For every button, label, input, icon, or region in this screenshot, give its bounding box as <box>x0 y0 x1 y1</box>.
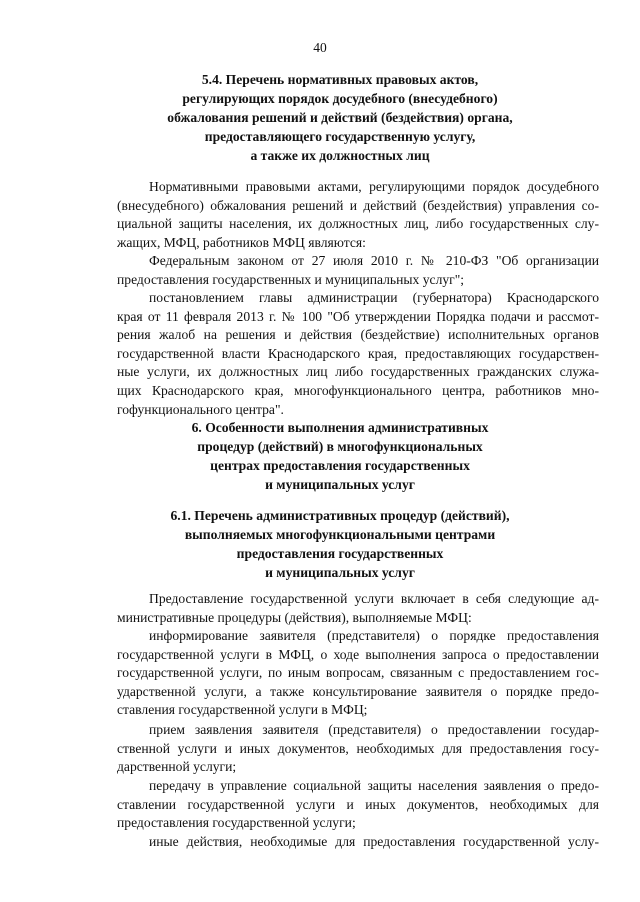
text-line: гофункционального центра". <box>117 401 284 417</box>
text-line: щих Краснодарского края, многофункционального центра, работников мно- <box>117 382 599 398</box>
text-line: жащих, МФЦ, работников МФЦ являются: <box>117 234 366 250</box>
text-line: Федеральным законом от 27 июля 2010 г. № 210-ФЗ "Об организации <box>149 253 599 268</box>
text-line: иные действия, необходимые для предоставления государственной услу- <box>149 834 599 849</box>
heading-line: выполняемых многофункциональными центрами <box>184 527 496 542</box>
text-line: Нормативными правовыми актами, регулирующими порядок досудебного <box>149 179 599 194</box>
text-line: ственной услуги и иных документов, необходимых для предоставления госу- <box>117 740 599 756</box>
text-line: постановлением главы администрации (губернатора) Краснодарского <box>149 290 599 305</box>
heading-line: регулирующих порядок досудебного (внесудебного) <box>182 91 498 106</box>
paragraph <box>117 252 599 289</box>
heading-line: 5.4. Перечень нормативных правовых актов, <box>201 72 479 87</box>
paragraph <box>117 178 599 252</box>
paragraph <box>117 721 599 777</box>
heading-line: и муниципальных услуг <box>265 565 415 580</box>
text-line: информирование заявителя (представителя) о порядке предоставления <box>149 628 599 643</box>
text-line: ставлении государственной услуги и иных документов, необходимых для <box>117 796 599 812</box>
section-heading-5-4 <box>100 70 580 165</box>
paragraph <box>117 590 599 627</box>
heading-line: 6.1. Перечень административных процедур (действий), <box>170 508 510 523</box>
text-line: предоставления государственной услуги; <box>117 815 356 831</box>
text-line: Предоставление государственной услуги включает в себя следующие ад- <box>149 591 599 606</box>
text-line: циальной защиты населения, их должностных лиц, либо государственных слу- <box>117 216 599 232</box>
text-line: предоставления государственных и муниципальных услуг"; <box>117 271 465 287</box>
text-line: государственной услуги в МФЦ, о ходе выполнения запроса о предоставлении <box>117 646 599 662</box>
heading-line: процедур (действий) в многофункциональных <box>197 439 483 454</box>
text-line: государственной услуги, по иным вопросам, связанным с предоставлением гос- <box>117 665 599 681</box>
heading-line: а также их должностных лиц <box>250 148 430 163</box>
text-line: государственной власти Краснодарского края, предоставляющих государствен- <box>117 345 599 361</box>
paragraph <box>117 833 599 852</box>
heading-line: центрах предоставления государственных <box>210 458 470 473</box>
heading-line: предоставляющего государственную услугу, <box>204 129 476 144</box>
section-heading-6 <box>100 418 580 494</box>
text-line: ные услуги, их должностных лиц либо государственных гражданских служа- <box>117 364 599 380</box>
paragraph <box>117 627 599 720</box>
text-line: прием заявления заявителя (представителя) о предоставлении государ- <box>149 722 599 737</box>
paragraph <box>117 777 599 833</box>
heading-line: 6. Особенности выполнения административных <box>191 420 489 435</box>
text-line: (внесудебного) обжалования решений и действий (бездействия) управления со- <box>117 197 599 213</box>
text-line: края от 11 февраля 2013 г. № 100 "Об утверждении Порядка подачи и рассмот- <box>117 308 599 324</box>
heading-line: обжалования решений и действий (бездействия) органа, <box>167 110 513 125</box>
text-line: министративные процедуры (действия), выполняемые МФЦ: <box>117 609 472 625</box>
text-line: передачу в управление социальной защиты населения заявления о предо- <box>149 778 599 793</box>
text-line: ставления государственной услуги в МФЦ; <box>117 702 368 718</box>
text-line: рения жалоб на решения и действия (бездействие) исполнительных органов <box>117 327 599 343</box>
paragraph <box>117 289 599 419</box>
text-line: ударственной услуги, а также консультирование заявителя о порядке предо- <box>117 683 599 699</box>
heading-line: и муниципальных услуг <box>265 477 415 492</box>
section-heading-6-1 <box>100 506 580 582</box>
text-line: дарственной услуги; <box>117 759 237 775</box>
page-number: 40 <box>313 40 327 55</box>
heading-line: предоставления государственных <box>236 546 444 561</box>
